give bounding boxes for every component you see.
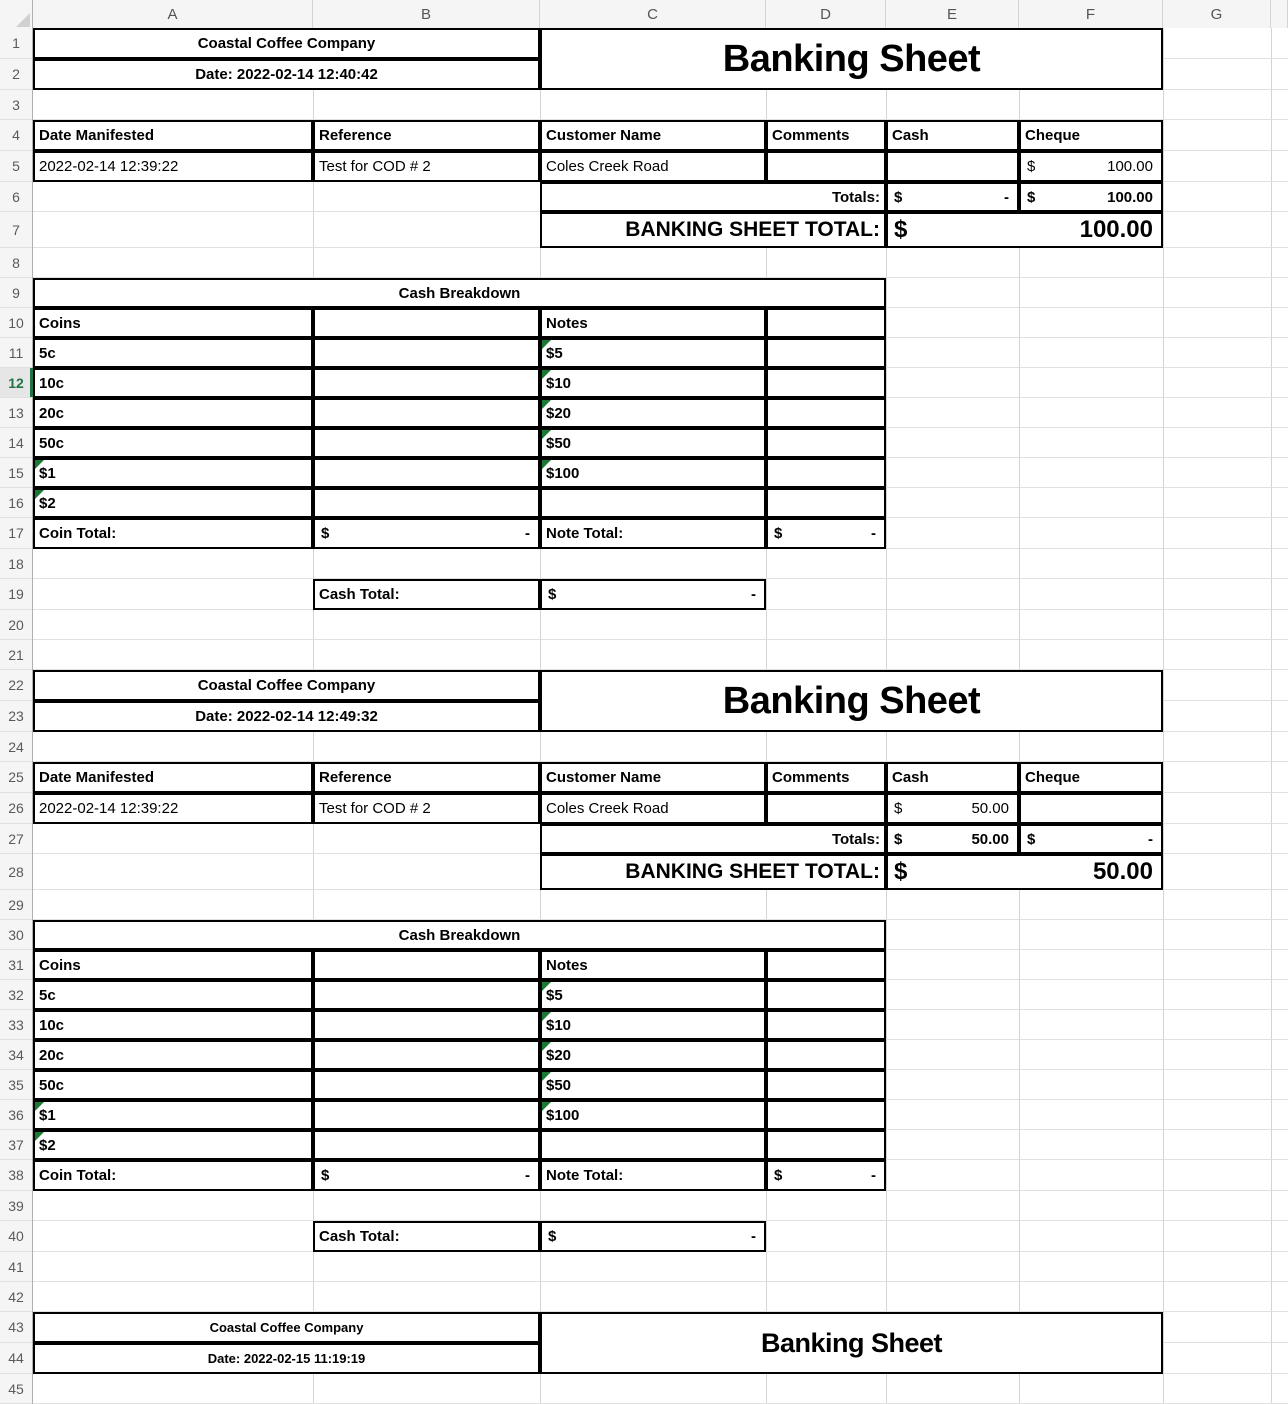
currency-amount: 50.00 [1092,858,1153,885]
note-qty-$20-section-2[interactable] [766,1040,886,1070]
coin-qty-20c-section-2[interactable] [313,1040,540,1070]
note-denom-$50-section-1[interactable]: $50 [540,428,766,458]
coin-denom-5c-section-2[interactable]: 5c [33,980,313,1010]
cash-breakdown-title-section-2: Cash Breakdown [33,920,886,950]
currency-amount: - [525,1167,530,1184]
currency-amount: 50.00 [971,830,1009,848]
column-header-e[interactable]: E [886,0,1019,28]
currency-symbol: $ [894,800,903,817]
row-header-16[interactable]: 16 [0,488,32,518]
note-qty-$50-section-2[interactable] [766,1070,886,1100]
coin-denom-50c-section-1[interactable]: 50c [33,428,313,458]
row-header-30[interactable]: 30 [0,920,32,950]
banking-sheet-banner-section-3: Banking Sheet [540,1312,1163,1374]
note-denom-$5-section-2[interactable]: $5 [540,980,766,1010]
totals-label-section-1: Totals: [540,182,886,212]
notes-qty-header-section-2[interactable] [766,950,886,980]
comment-marker-icon [542,400,551,409]
th-customer-name-section-1[interactable]: Customer Name [540,120,766,151]
row-header-25[interactable]: 25 [0,762,32,793]
row-header-15[interactable]: 15 [0,458,32,488]
coin-denom-20c-section-2[interactable]: 20c [33,1040,313,1070]
th-cash-section-2[interactable]: Cash [886,762,1019,793]
column-header-strip [0,0,1288,28]
banking-sheet-total-label-section-1: BANKING SHEET TOTAL: [540,212,886,248]
note-denom-blank-section-1[interactable] [540,488,766,518]
th-date-manifested-section-2[interactable]: Date Manifested [33,762,313,793]
note-denom-$20-section-2[interactable]: $20 [540,1040,766,1070]
row-header-43[interactable]: 43 [0,1312,32,1343]
totals-cash-section-2[interactable] [886,824,1019,854]
row-header-5[interactable]: 5 [0,151,32,182]
row-header-40[interactable]: 40 [0,1221,32,1252]
banking-sheet-total-value-section-2[interactable] [886,854,1163,890]
totals-cash-section-1[interactable] [886,182,1019,212]
grid-line-vertical [1271,28,1272,1404]
grid-line-horizontal [33,1281,1288,1282]
cash-total-value-section-1[interactable] [540,579,766,610]
company-name-section-1[interactable]: Coastal Coffee Company [33,28,540,59]
company-name-section-2[interactable]: Coastal Coffee Company [33,670,540,701]
row-header-33[interactable]: 33 [0,1010,32,1040]
currency-amount: 100.00 [1079,216,1153,243]
coin-qty-$2-section-1[interactable] [313,488,540,518]
coin-denom-$2-section-1[interactable]: $2 [33,488,313,518]
note-total-label-section-2: Note Total: [540,1160,766,1191]
row-header-1[interactable]: 1 [0,28,32,59]
currency-amount: - [1148,830,1153,848]
row-header-8[interactable]: 8 [0,248,32,278]
coins-qty-header-section-2[interactable] [313,950,540,980]
td-customer-name-section-1[interactable]: Coles Creek Road [540,151,766,182]
note-qty-$20-section-1[interactable] [766,398,886,428]
td-comments-section-2[interactable] [766,793,886,824]
row-header-14[interactable]: 14 [0,428,32,458]
note-total-value-section-2[interactable] [766,1160,886,1191]
currency-symbol: $ [1027,188,1036,206]
th-reference-section-1[interactable]: Reference [313,120,540,151]
currency-symbol: $ [1027,158,1036,175]
row-header-44[interactable]: 44 [0,1343,32,1374]
select-all-corner[interactable] [0,0,33,28]
row-header-36[interactable]: 36 [0,1100,32,1130]
currency-amount: - [525,525,530,542]
note-total-value-section-1[interactable] [766,518,886,549]
currency-symbol: $ [894,216,908,243]
currency-amount: - [871,1167,876,1184]
th-date-manifested-section-1[interactable]: Date Manifested [33,120,313,151]
currency-symbol: $ [548,1228,557,1245]
coin-qty-$1-section-1[interactable] [313,458,540,488]
column-header-a[interactable]: A [33,0,313,28]
comment-marker-icon [542,1012,551,1021]
column-header-g[interactable]: G [1163,0,1271,28]
th-customer-name-section-2[interactable]: Customer Name [540,762,766,793]
coin-denom-$1-section-2[interactable]: $1 [33,1100,313,1130]
currency-amount: 100.00 [1107,188,1153,206]
td-cash-section-1[interactable] [886,151,1019,182]
td-comments-section-1[interactable] [766,151,886,182]
td-cheque-section-1[interactable] [1019,151,1163,182]
coin-qty-$1-section-2[interactable] [313,1100,540,1130]
banking-sheet-total-label-section-2: BANKING SHEET TOTAL: [540,854,886,890]
note-qty-blank-section-2[interactable] [766,1130,886,1160]
row-header-6[interactable]: 6 [0,182,32,212]
th-reference-section-2[interactable]: Reference [313,762,540,793]
row-header-42[interactable]: 42 [0,1282,32,1312]
currency-amount: 50.00 [971,800,1009,817]
totals-cheque-section-1[interactable] [1019,182,1163,212]
row-header-9[interactable]: 9 [0,278,32,308]
note-qty-blank-section-1[interactable] [766,488,886,518]
coin-denom-50c-section-2[interactable]: 50c [33,1070,313,1100]
row-header-27[interactable]: 27 [0,824,32,854]
row-header-18[interactable]: 18 [0,549,32,579]
comment-marker-icon [542,1102,551,1111]
td-cash-section-2[interactable] [886,793,1019,824]
th-cash-section-1[interactable]: Cash [886,120,1019,151]
row-header-37[interactable]: 37 [0,1130,32,1160]
currency-amount: - [871,525,876,542]
td-cheque-section-2[interactable] [1019,793,1163,824]
coin-denom-$1-section-1[interactable]: $1 [33,458,313,488]
row-header-21[interactable]: 21 [0,640,32,670]
td-customer-name-section-2[interactable]: Coles Creek Road [540,793,766,824]
note-denom-blank-section-2[interactable] [540,1130,766,1160]
row-header-11[interactable]: 11 [0,338,32,368]
th-comments-section-2[interactable]: Comments [766,762,886,793]
currency-symbol: $ [894,188,903,206]
coin-denom-20c-section-1[interactable]: 20c [33,398,313,428]
row-header-29[interactable]: 29 [0,890,32,920]
row-header-10[interactable]: 10 [0,308,32,338]
row-header-38[interactable]: 38 [0,1160,32,1191]
note-qty-$5-section-1[interactable] [766,338,886,368]
row-header-17[interactable]: 17 [0,518,32,549]
row-header-20[interactable]: 20 [0,610,32,640]
note-denom-$10-section-1[interactable]: $10 [540,368,766,398]
row-header-35[interactable]: 35 [0,1070,32,1100]
currency-symbol: $ [1027,830,1036,848]
row-header-39[interactable]: 39 [0,1191,32,1221]
coin-qty-10c-section-2[interactable] [313,1010,540,1040]
banking-sheet-total-value-section-1[interactable] [886,212,1163,248]
th-cheque-section-2[interactable]: Cheque [1019,762,1163,793]
coin-qty-5c-section-1[interactable] [313,338,540,368]
coin-qty-50c-section-1[interactable] [313,428,540,458]
column-header-f[interactable]: F [1019,0,1163,28]
note-total-label-section-1: Note Total: [540,518,766,549]
row-header-22[interactable]: 22 [0,670,32,701]
notes-header-section-2[interactable]: Notes [540,950,766,980]
comment-marker-icon [35,460,44,469]
column-header-b[interactable]: B [313,0,540,28]
row-header-3[interactable]: 3 [0,90,32,120]
row-header-23[interactable]: 23 [0,701,32,732]
coin-denom-5c-section-1[interactable]: 5c [33,338,313,368]
note-qty-$100-section-1[interactable] [766,458,886,488]
coin-qty-10c-section-1[interactable] [313,368,540,398]
note-qty-$50-section-1[interactable] [766,428,886,458]
comment-marker-icon [542,1042,551,1051]
coin-qty-50c-section-2[interactable] [313,1070,540,1100]
note-qty-$5-section-2[interactable] [766,980,886,1010]
banking-sheet-banner-section-1: Banking Sheet [540,28,1163,90]
cash-total-label-section-2: Cash Total: [313,1221,540,1252]
select-all-triangle-icon [16,13,30,27]
coin-denom-10c-section-1[interactable]: 10c [33,368,313,398]
banking-sheet-banner-section-2: Banking Sheet [540,670,1163,732]
comment-marker-icon [542,982,551,991]
note-denom-$20-section-1[interactable]: $20 [540,398,766,428]
currency-symbol: $ [774,1167,783,1184]
comment-marker-icon [35,490,44,499]
comment-marker-icon [35,1102,44,1111]
totals-label-section-2: Totals: [540,824,886,854]
coin-qty-20c-section-1[interactable] [313,398,540,428]
coins-qty-header-section-1[interactable] [313,308,540,338]
note-denom-$50-section-2[interactable]: $50 [540,1070,766,1100]
currency-amount: 100.00 [1107,158,1153,175]
row-header-2[interactable]: 2 [0,59,32,90]
coins-header-section-2[interactable]: Coins [33,950,313,980]
coin-qty-5c-section-2[interactable] [313,980,540,1010]
coin-total-value-section-2[interactable] [313,1160,540,1191]
coin-denom-10c-section-2[interactable]: 10c [33,1010,313,1040]
column-header-d[interactable]: D [766,0,886,28]
row-header-41[interactable]: 41 [0,1252,32,1282]
row-header-32[interactable]: 32 [0,980,32,1010]
cash-total-value-section-2[interactable] [540,1221,766,1252]
currency-symbol: $ [894,830,903,848]
row-header-4[interactable]: 4 [0,120,32,151]
grid-line-vertical [1163,28,1164,1404]
currency-symbol: $ [321,1167,330,1184]
row-header-gutter [0,28,33,1404]
note-denom-$100-section-1[interactable]: $100 [540,458,766,488]
currency-symbol: $ [774,525,783,542]
comment-marker-icon [35,1132,44,1141]
coin-total-label-section-1: Coin Total: [33,518,313,549]
coin-total-value-section-1[interactable] [313,518,540,549]
column-header-c[interactable]: C [540,0,766,28]
coin-denom-$2-section-2[interactable]: $2 [33,1130,313,1160]
comment-marker-icon [542,1072,551,1081]
row-header-45[interactable]: 45 [0,1374,32,1404]
cash-total-label-section-1: Cash Total: [313,579,540,610]
row-header-28[interactable]: 28 [0,854,32,890]
currency-symbol: $ [548,586,557,603]
note-denom-$5-section-1[interactable]: $5 [540,338,766,368]
note-qty-$100-section-2[interactable] [766,1100,886,1130]
td-date-manifested-section-2[interactable]: 2022-02-14 12:39:22 [33,793,313,824]
th-comments-section-1[interactable]: Comments [766,120,886,151]
coin-total-label-section-2: Coin Total: [33,1160,313,1191]
td-reference-section-2[interactable]: Test for COD # 2 [313,793,540,824]
td-reference-section-1[interactable]: Test for COD # 2 [313,151,540,182]
row-header-13[interactable]: 13 [0,398,32,428]
row-header-34[interactable]: 34 [0,1040,32,1070]
currency-amount: - [751,586,756,603]
comment-marker-icon [542,370,551,379]
note-qty-$10-section-2[interactable] [766,1010,886,1040]
currency-symbol: $ [894,858,908,885]
currency-amount: - [1004,188,1009,206]
date-line-section-2[interactable]: Date: 2022-02-14 12:49:32 [33,701,540,732]
notes-header-section-1[interactable]: Notes [540,308,766,338]
td-date-manifested-section-1[interactable]: 2022-02-14 12:39:22 [33,151,313,182]
date-line-section-1[interactable]: Date: 2022-02-14 12:40:42 [33,59,540,90]
currency-symbol: $ [321,525,330,542]
cell-grid [33,28,1288,1404]
coin-qty-$2-section-2[interactable] [313,1130,540,1160]
comment-marker-icon [542,430,551,439]
column-header-h-partial[interactable] [1271,0,1288,28]
note-qty-$10-section-1[interactable] [766,368,886,398]
row-header-12[interactable]: 12 [0,368,32,398]
date-line-section-3[interactable]: Date: 2022-02-15 11:19:19 [33,1343,540,1374]
comment-marker-icon [542,460,551,469]
cash-breakdown-title-section-1: Cash Breakdown [33,278,886,308]
row-header-26[interactable]: 26 [0,793,32,824]
notes-qty-header-section-1[interactable] [766,308,886,338]
note-denom-$10-section-2[interactable]: $10 [540,1010,766,1040]
row-header-31[interactable]: 31 [0,950,32,980]
row-header-7[interactable]: 7 [0,212,32,248]
th-cheque-section-1[interactable]: Cheque [1019,120,1163,151]
row-header-24[interactable]: 24 [0,732,32,762]
row-header-19[interactable]: 19 [0,579,32,610]
note-denom-$100-section-2[interactable]: $100 [540,1100,766,1130]
grid-line-horizontal [33,639,1288,640]
coins-header-section-1[interactable]: Coins [33,308,313,338]
currency-amount: - [751,1228,756,1245]
company-name-section-3[interactable]: Coastal Coffee Company [33,1312,540,1343]
totals-cheque-section-2[interactable] [1019,824,1163,854]
comment-marker-icon [542,340,551,349]
